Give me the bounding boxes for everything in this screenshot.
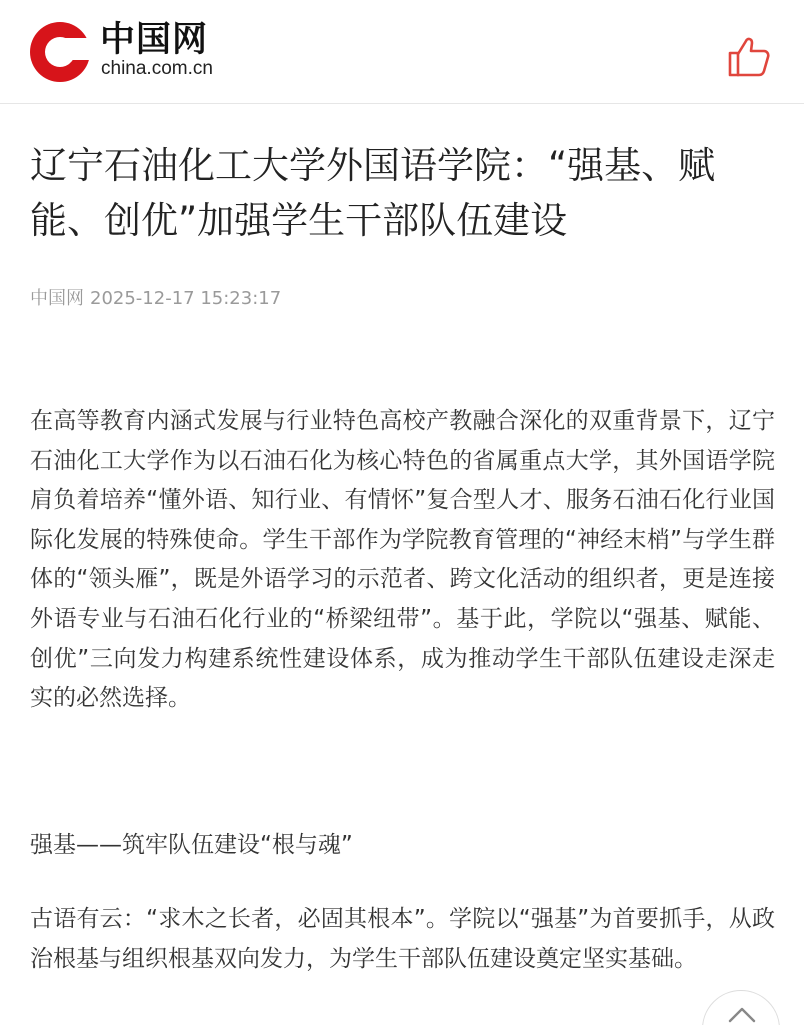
article-paragraph: 在高等教育内涵式发展与行业特色高校产教融合深化的双重背景下，辽宁石油化工大学作为以石油石化为核心特色的省属重点大学，其外国语学院肩负着培养“懂外语、知行业、有情怀”复合型人才、服务石油石化行业国际化发展的特殊使命。学生干部作为学院教育管理的“神经末梢”与学生群体的“领头雁”，既是外语学习的示范者、跨文化活动的组织者，更是连接外语专业与石油石化行业的“桥梁纽带”。基于此，学院以“强基、赋能、创优”三向发力构建系统性建设体系，成为推动学生干部队伍建设走深走实的必然选择。 [30,408,775,712]
article-source: 中国网 [30,288,84,309]
logo-text-url: china.com.cn [101,58,213,79]
thumbs-up-icon [726,33,772,79]
logo-text-cn: 中国网 [100,20,209,60]
like-button[interactable] [726,33,772,79]
site-header [0,0,804,104]
article-paragraph: 古语有云：“求木之长者，必固其根本”。学院以“强基”为首要抓手，从政治根基与组织根基双向发力，为学生干部队伍建设奠定坚实基础。 [30,906,775,972]
article-datetime: 2025-12-17 15:23:17 [90,288,282,309]
scroll-to-top-button[interactable] [702,990,780,1025]
arrow-up-icon [726,1005,758,1025]
article-title: 辽宁石油化工大学外国语学院：“强基、赋能、创优”加强学生干部队伍建设 [30,144,716,242]
article-meta [30,287,287,311]
china-com-cn-logo-icon [28,20,92,84]
section-heading: 强基——筑牢队伍建设“根与魂” [30,832,353,858]
site-logo[interactable] [28,20,288,84]
